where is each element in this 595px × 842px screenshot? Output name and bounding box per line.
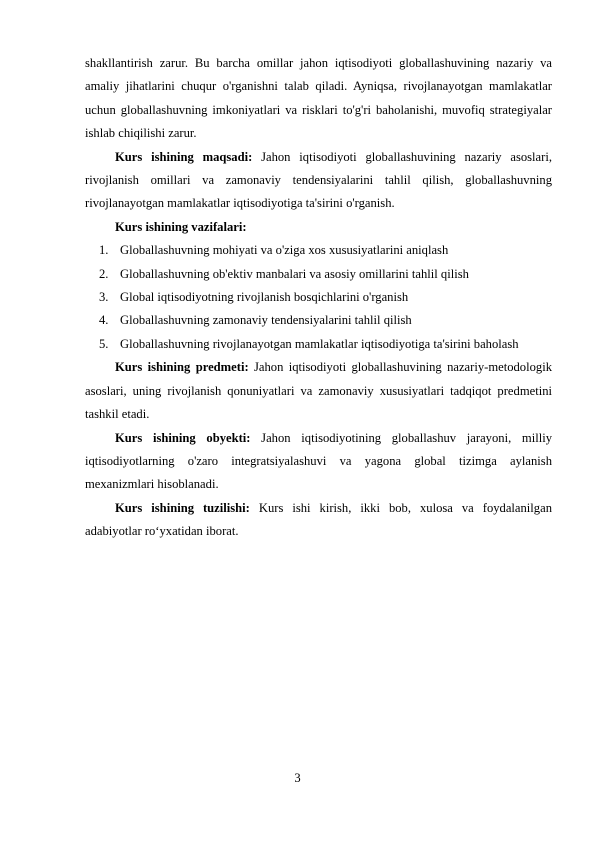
list-item: 5. Globallashuvning rivojlanayotgan mamlakatlar iqtisodiyotiga ta'sirini baholash — [99, 336, 519, 351]
subject-paragraph — [85, 356, 552, 426]
page-number: 3 — [294, 771, 301, 785]
intro-paragraph: shakllantirish zarur. Bu barcha omillar jahon iqtisodiyoti globallashuvining nazariy va amaliy jihatlarini chuqur o'rganishni talab qiladi. Ayniqsa, rivojlanayotgan mamlakatlar uchun globallashuvning imkoniyatlari va risklari to'g'ri baholanishi, muvofiq strategiyalar ishlab chiqilishi zarur. — [85, 56, 552, 141]
structure-label: Kurs ishining tuzilishi: — [115, 500, 250, 515]
goal-paragraph — [85, 146, 552, 216]
structure-text: Kurs ishi kirish, ikki bob, xulosa va foydalanilgan adabiyotlar ro‘yxatidan iborat. — [85, 500, 552, 539]
goal-text: Jahon iqtisodiyoti globallashuvining nazariy asoslari, rivojlanish omillari va zamonaviy tendensiyalarini tahlil qilish, globallashuvning rivojlanayotgan mamlakatlar iqtisodiyotiga ta'sirini o'rganish. — [85, 149, 552, 211]
list-item: 4. Globallashuvning zamonaviy tendensiyalarini tahlil qilish — [99, 313, 412, 328]
subject-label: Kurs ishining predmeti: — [115, 360, 249, 375]
document-body — [85, 52, 552, 544]
tasks-list — [85, 239, 552, 356]
object-text: Jahon iqtisodiyotining globallashuv jarayoni, milliy iqtisodiyotlarning o'zaro integratsiyalashuvi va yagona global tizimga aylanish mexanizmlari hisoblanadi. — [85, 430, 553, 492]
object-label: Kurs ishining obyekti: — [115, 430, 251, 445]
object-paragraph — [85, 427, 552, 497]
list-item: 2. Globallashuvning ob'ektiv manbalari va asosiy omillarini tahlil qilish — [99, 266, 469, 281]
list-item: 3. Global iqtisodiyotning rivojlanish bosqichlarini o'rganish — [99, 290, 409, 305]
subject-text: Jahon iqtisodiyoti globallashuvining nazariy-metodologik asoslari, uning rivojlanish qonuniyatlari va zamonaviy xususiyatlari tadqiqot predmetini tashkil etadi. — [85, 360, 552, 422]
structure-paragraph — [85, 497, 552, 544]
tasks-heading: Kurs ishining vazifalari: — [115, 219, 247, 234]
list-item: 1. Globallashuvning mohiyati va o'ziga xos xususiyatlarini aniqlash — [99, 243, 449, 258]
goal-label: Kurs ishining maqsadi: — [115, 149, 253, 164]
